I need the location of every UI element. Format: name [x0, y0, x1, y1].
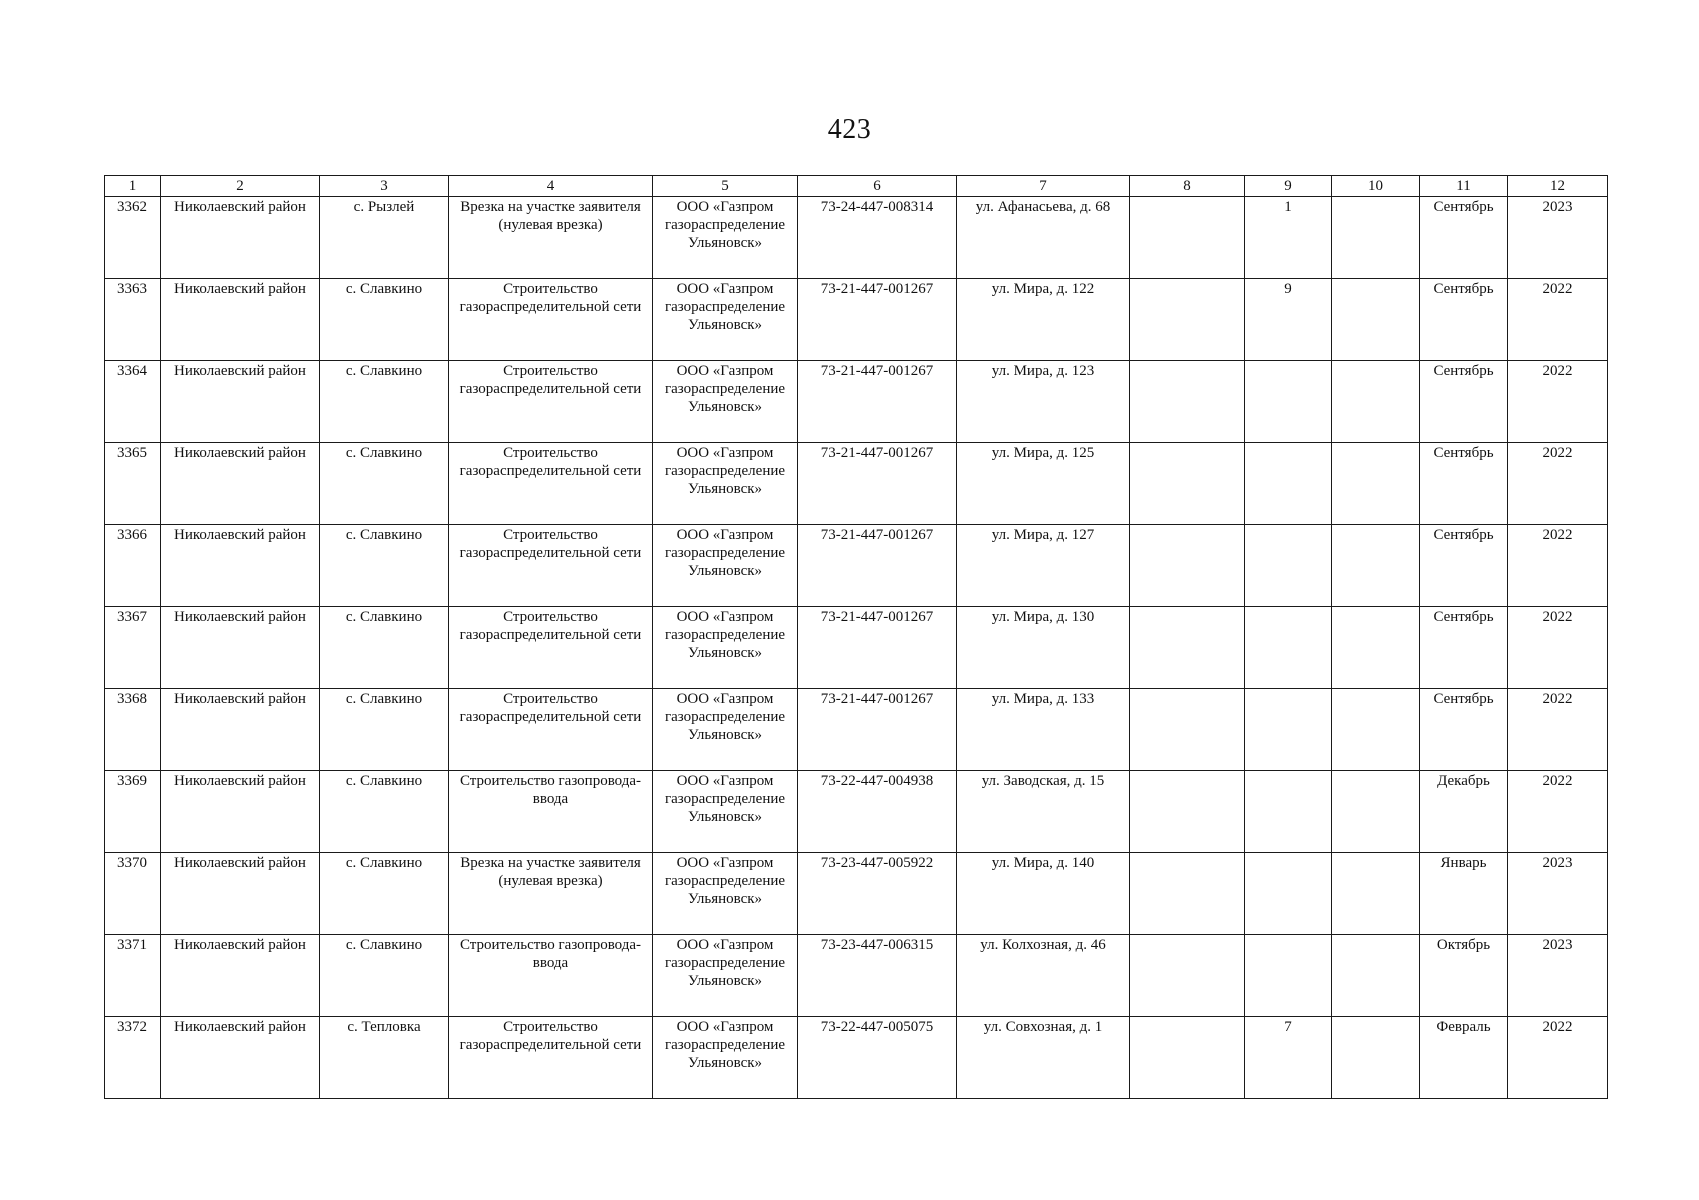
work-type-cell: Строительство газораспределительной сети — [449, 525, 653, 607]
year-cell: 2022 — [1508, 279, 1608, 361]
table-row — [105, 361, 1608, 443]
column-9-cell — [1245, 935, 1332, 1017]
district-cell: Николаевский район — [161, 525, 320, 607]
column-8-cell — [1130, 197, 1245, 279]
column-8-cell — [1130, 935, 1245, 1017]
record-number: 3367 — [105, 607, 161, 689]
column-9-cell — [1245, 361, 1332, 443]
year-cell: 2023 — [1508, 853, 1608, 935]
month-cell: Сентябрь — [1420, 197, 1508, 279]
object-code-cell: 73-23-447-005922 — [798, 853, 957, 935]
address-cell: ул. Мира, д. 130 — [957, 607, 1130, 689]
table-row — [105, 525, 1608, 607]
address-cell: ул. Колхозная, д. 46 — [957, 935, 1130, 1017]
register-table — [104, 175, 1608, 1099]
record-number: 3364 — [105, 361, 161, 443]
year-cell: 2022 — [1508, 689, 1608, 771]
settlement-cell: с. Славкино — [320, 525, 449, 607]
work-type-cell: Строительство газораспределительной сети — [449, 689, 653, 771]
organization-cell: ООО «Газпром газораспределение Ульяновск» — [653, 771, 798, 853]
district-cell: Николаевский район — [161, 607, 320, 689]
address-cell: ул. Мира, д. 123 — [957, 361, 1130, 443]
district-cell: Николаевский район — [161, 935, 320, 1017]
column-header: 12 — [1508, 176, 1608, 197]
organization-cell: ООО «Газпром газораспределение Ульяновск» — [653, 361, 798, 443]
record-number: 3368 — [105, 689, 161, 771]
settlement-cell: с. Славкино — [320, 689, 449, 771]
organization-cell: ООО «Газпром газораспределение Ульяновск» — [653, 853, 798, 935]
column-10-cell — [1332, 771, 1420, 853]
column-10-cell — [1332, 853, 1420, 935]
district-cell: Николаевский район — [161, 361, 320, 443]
column-header: 7 — [957, 176, 1130, 197]
column-9-cell — [1245, 443, 1332, 525]
table-row — [105, 771, 1608, 853]
month-cell: Сентябрь — [1420, 361, 1508, 443]
object-code-cell: 73-21-447-001267 — [798, 525, 957, 607]
column-header: 4 — [449, 176, 653, 197]
table-row — [105, 279, 1608, 361]
work-type-cell: Врезка на участке заявителя (нулевая врезка) — [449, 197, 653, 279]
column-9-cell: 9 — [1245, 279, 1332, 361]
column-8-cell — [1130, 279, 1245, 361]
district-cell: Николаевский район — [161, 771, 320, 853]
column-8-cell — [1130, 771, 1245, 853]
address-cell: ул. Мира, д. 122 — [957, 279, 1130, 361]
address-cell: ул. Мира, д. 125 — [957, 443, 1130, 525]
column-9-cell: 7 — [1245, 1017, 1332, 1099]
organization-cell: ООО «Газпром газораспределение Ульяновск» — [653, 443, 798, 525]
column-header: 3 — [320, 176, 449, 197]
year-cell: 2022 — [1508, 1017, 1608, 1099]
record-number: 3363 — [105, 279, 161, 361]
year-cell: 2023 — [1508, 197, 1608, 279]
column-header: 6 — [798, 176, 957, 197]
column-8-cell — [1130, 853, 1245, 935]
table-row — [105, 935, 1608, 1017]
district-cell: Николаевский район — [161, 443, 320, 525]
column-9-cell — [1245, 853, 1332, 935]
year-cell: 2022 — [1508, 771, 1608, 853]
year-cell: 2022 — [1508, 607, 1608, 689]
column-9-cell — [1245, 525, 1332, 607]
column-header: 2 — [161, 176, 320, 197]
month-cell: Январь — [1420, 853, 1508, 935]
work-type-cell: Строительство газораспределительной сети — [449, 1017, 653, 1099]
settlement-cell: с. Славкино — [320, 853, 449, 935]
organization-cell: ООО «Газпром газораспределение Ульяновск» — [653, 197, 798, 279]
month-cell: Сентябрь — [1420, 279, 1508, 361]
page-number: 423 — [827, 114, 872, 145]
object-code-cell: 73-21-447-001267 — [798, 279, 957, 361]
column-8-cell — [1130, 525, 1245, 607]
month-cell: Декабрь — [1420, 771, 1508, 853]
object-code-cell: 73-21-447-001267 — [798, 361, 957, 443]
district-cell: Николаевский район — [161, 279, 320, 361]
work-type-cell: Строительство газопровода-ввода — [449, 935, 653, 1017]
organization-cell: ООО «Газпром газораспределение Ульяновск» — [653, 689, 798, 771]
column-10-cell — [1332, 443, 1420, 525]
table-row — [105, 443, 1608, 525]
column-10-cell — [1332, 279, 1420, 361]
table-row — [105, 689, 1608, 771]
column-8-cell — [1130, 443, 1245, 525]
month-cell: Сентябрь — [1420, 689, 1508, 771]
district-cell: Николаевский район — [161, 689, 320, 771]
object-code-cell: 73-22-447-004938 — [798, 771, 957, 853]
column-8-cell — [1130, 1017, 1245, 1099]
record-number: 3362 — [105, 197, 161, 279]
object-code-cell: 73-24-447-008314 — [798, 197, 957, 279]
organization-cell: ООО «Газпром газораспределение Ульяновск» — [653, 525, 798, 607]
table-row — [105, 607, 1608, 689]
column-10-cell — [1332, 689, 1420, 771]
column-header: 9 — [1245, 176, 1332, 197]
record-number: 3365 — [105, 443, 161, 525]
column-10-cell — [1332, 607, 1420, 689]
address-cell: ул. Мира, д. 127 — [957, 525, 1130, 607]
settlement-cell: с. Тепловка — [320, 1017, 449, 1099]
settlement-cell: с. Славкино — [320, 607, 449, 689]
record-number: 3369 — [105, 771, 161, 853]
year-cell: 2022 — [1508, 361, 1608, 443]
column-10-cell — [1332, 935, 1420, 1017]
column-9-cell — [1245, 607, 1332, 689]
district-cell: Николаевский район — [161, 1017, 320, 1099]
header-row — [105, 176, 1608, 197]
column-10-cell — [1332, 1017, 1420, 1099]
column-9-cell — [1245, 771, 1332, 853]
column-8-cell — [1130, 607, 1245, 689]
work-type-cell: Строительство газораспределительной сети — [449, 443, 653, 525]
column-header: 5 — [653, 176, 798, 197]
record-number: 3366 — [105, 525, 161, 607]
record-number: 3371 — [105, 935, 161, 1017]
table-row — [105, 853, 1608, 935]
object-code-cell: 73-21-447-001267 — [798, 443, 957, 525]
address-cell: ул. Мира, д. 133 — [957, 689, 1130, 771]
column-8-cell — [1130, 361, 1245, 443]
year-cell: 2022 — [1508, 525, 1608, 607]
column-header: 1 — [105, 176, 161, 197]
column-header: 10 — [1332, 176, 1420, 197]
work-type-cell: Строительство газораспределительной сети — [449, 279, 653, 361]
year-cell: 2022 — [1508, 443, 1608, 525]
organization-cell: ООО «Газпром газораспределение Ульяновск» — [653, 279, 798, 361]
work-type-cell: Строительство газораспределительной сети — [449, 361, 653, 443]
address-cell: ул. Афанасьева, д. 68 — [957, 197, 1130, 279]
settlement-cell: с. Рызлей — [320, 197, 449, 279]
column-8-cell — [1130, 689, 1245, 771]
work-type-cell: Строительство газораспределительной сети — [449, 607, 653, 689]
organization-cell: ООО «Газпром газораспределение Ульяновск» — [653, 607, 798, 689]
object-code-cell: 73-21-447-001267 — [798, 607, 957, 689]
address-cell: ул. Совхозная, д. 1 — [957, 1017, 1130, 1099]
address-cell: ул. Мира, д. 140 — [957, 853, 1130, 935]
settlement-cell: с. Славкино — [320, 771, 449, 853]
address-cell: ул. Заводская, д. 15 — [957, 771, 1130, 853]
month-cell: Февраль — [1420, 1017, 1508, 1099]
work-type-cell: Врезка на участке заявителя (нулевая врезка) — [449, 853, 653, 935]
organization-cell: ООО «Газпром газораспределение Ульяновск» — [653, 1017, 798, 1099]
settlement-cell: с. Славкино — [320, 279, 449, 361]
column-10-cell — [1332, 525, 1420, 607]
month-cell: Октябрь — [1420, 935, 1508, 1017]
object-code-cell: 73-21-447-001267 — [798, 689, 957, 771]
record-number: 3372 — [105, 1017, 161, 1099]
month-cell: Сентябрь — [1420, 525, 1508, 607]
work-type-cell: Строительство газопровода-ввода — [449, 771, 653, 853]
register-body — [105, 197, 1608, 1099]
month-cell: Сентябрь — [1420, 443, 1508, 525]
settlement-cell: с. Славкино — [320, 935, 449, 1017]
district-cell: Николаевский район — [161, 853, 320, 935]
organization-cell: ООО «Газпром газораспределение Ульяновск» — [653, 935, 798, 1017]
year-cell: 2023 — [1508, 935, 1608, 1017]
table-row — [105, 197, 1608, 279]
district-cell: Николаевский район — [161, 197, 320, 279]
column-9-cell: 1 — [1245, 197, 1332, 279]
object-code-cell: 73-23-447-006315 — [798, 935, 957, 1017]
column-10-cell — [1332, 361, 1420, 443]
column-10-cell — [1332, 197, 1420, 279]
settlement-cell: с. Славкино — [320, 361, 449, 443]
object-code-cell: 73-22-447-005075 — [798, 1017, 957, 1099]
column-header: 11 — [1420, 176, 1508, 197]
column-9-cell — [1245, 689, 1332, 771]
month-cell: Сентябрь — [1420, 607, 1508, 689]
column-header: 8 — [1130, 176, 1245, 197]
record-number: 3370 — [105, 853, 161, 935]
settlement-cell: с. Славкино — [320, 443, 449, 525]
table-row — [105, 1017, 1608, 1099]
